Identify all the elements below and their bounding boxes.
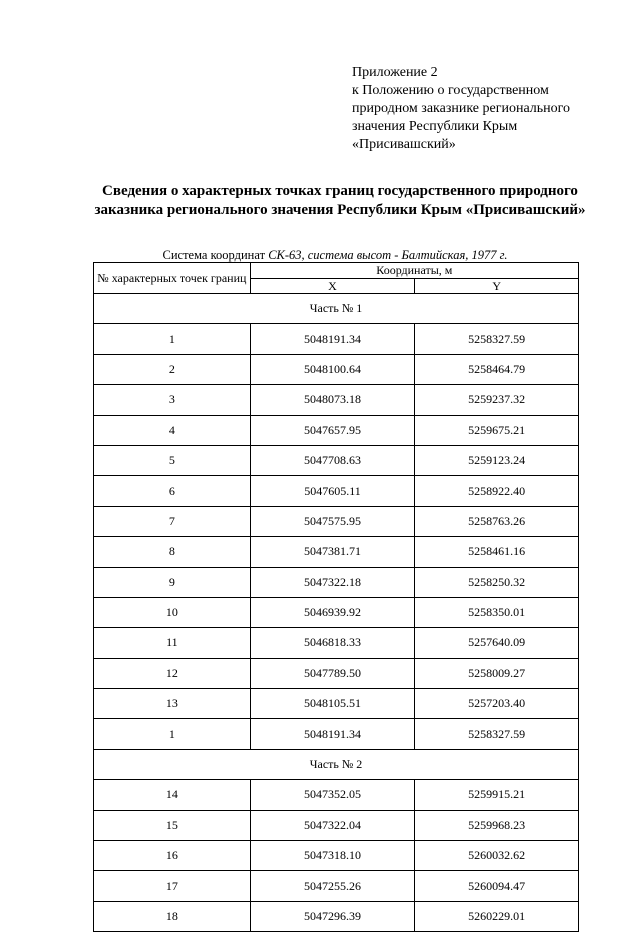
x-coordinate-cell: 5046818.33 xyxy=(250,628,415,658)
y-coordinate-cell: 5258327.59 xyxy=(415,324,579,354)
x-coordinate-cell: 5047381.71 xyxy=(250,537,415,567)
part-label: Часть № 2 xyxy=(94,749,579,779)
table-row xyxy=(94,537,579,567)
table-row xyxy=(94,567,579,597)
annex-block xyxy=(352,64,612,154)
part-row xyxy=(94,294,579,324)
point-number-cell: 4 xyxy=(94,415,251,445)
caption-system: СК-63, система высот - Балтийская, 1977 г. xyxy=(268,248,508,262)
x-coordinate-cell: 5047322.04 xyxy=(250,810,415,840)
point-number-cell: 8 xyxy=(94,537,251,567)
document-title xyxy=(60,182,620,220)
y-coordinate-cell: 5260032.62 xyxy=(415,841,579,871)
x-coordinate-cell: 5047296.39 xyxy=(250,901,415,931)
x-coordinate-cell: 5048073.18 xyxy=(250,385,415,415)
x-coordinate-cell: 5047605.11 xyxy=(250,476,415,506)
annex-line: «Присивашский» xyxy=(352,137,456,152)
point-number-cell: 15 xyxy=(94,810,251,840)
point-number-cell: 14 xyxy=(94,780,251,810)
table-row xyxy=(94,445,579,475)
table-row xyxy=(94,476,579,506)
part-row xyxy=(94,749,579,779)
y-coordinate-cell: 5258922.40 xyxy=(415,476,579,506)
point-number-cell: 11 xyxy=(94,628,251,658)
y-coordinate-cell: 5258464.79 xyxy=(415,354,579,384)
y-coordinate-cell: 5258763.26 xyxy=(415,506,579,536)
header-x: X xyxy=(250,279,415,294)
x-coordinate-cell: 5046939.92 xyxy=(250,597,415,627)
table-row xyxy=(94,415,579,445)
x-coordinate-cell: 5048191.34 xyxy=(250,324,415,354)
y-coordinate-cell: 5258350.01 xyxy=(415,597,579,627)
point-number-cell: 1 xyxy=(94,324,251,354)
table-row xyxy=(94,901,579,931)
header-y: Y xyxy=(415,279,579,294)
table-row xyxy=(94,628,579,658)
title-line-2: заказника регионального значения Республики Крым «Присивашский» xyxy=(94,202,586,218)
point-number-cell: 3 xyxy=(94,385,251,415)
x-coordinate-cell: 5048191.34 xyxy=(250,719,415,749)
x-coordinate-cell: 5047657.95 xyxy=(250,415,415,445)
y-coordinate-cell: 5259123.24 xyxy=(415,445,579,475)
header-coordinates: Координаты, м xyxy=(250,263,578,279)
y-coordinate-cell: 5259675.21 xyxy=(415,415,579,445)
x-coordinate-cell: 5047255.26 xyxy=(250,871,415,901)
table-row xyxy=(94,810,579,840)
table-row xyxy=(94,689,579,719)
x-coordinate-cell: 5047318.10 xyxy=(250,841,415,871)
y-coordinate-cell: 5257203.40 xyxy=(415,689,579,719)
header-points: № характерных точек границ xyxy=(94,263,251,294)
table-row xyxy=(94,597,579,627)
point-number-cell: 1 xyxy=(94,719,251,749)
table-row xyxy=(94,324,579,354)
point-number-cell: 12 xyxy=(94,658,251,688)
table-row xyxy=(94,385,579,415)
point-number-cell: 10 xyxy=(94,597,251,627)
table-row xyxy=(94,780,579,810)
point-number-cell: 9 xyxy=(94,567,251,597)
point-number-cell: 13 xyxy=(94,689,251,719)
point-number-cell: 16 xyxy=(94,841,251,871)
x-coordinate-cell: 5047352.05 xyxy=(250,780,415,810)
point-number-cell: 6 xyxy=(94,476,251,506)
table-row xyxy=(94,658,579,688)
point-number-cell: 17 xyxy=(94,871,251,901)
point-number-cell: 18 xyxy=(94,901,251,931)
table-row xyxy=(94,719,579,749)
y-coordinate-cell: 5258327.59 xyxy=(415,719,579,749)
annex-line: природном заказнике регионального xyxy=(352,101,571,116)
y-coordinate-cell: 5258250.32 xyxy=(415,567,579,597)
y-coordinate-cell: 5260094.47 xyxy=(415,871,579,901)
caption-prefix: Система координат xyxy=(162,248,269,262)
coordinates-table xyxy=(93,262,579,932)
y-coordinate-cell: 5258009.27 xyxy=(415,658,579,688)
x-coordinate-cell: 5047575.95 xyxy=(250,506,415,536)
x-coordinate-cell: 5048105.51 xyxy=(250,689,415,719)
annex-line: Приложение 2 xyxy=(352,65,438,80)
y-coordinate-cell: 5259968.23 xyxy=(415,810,579,840)
y-coordinate-cell: 5259237.32 xyxy=(415,385,579,415)
table-row xyxy=(94,506,579,536)
point-number-cell: 7 xyxy=(94,506,251,536)
title-line-1: Сведения о характерных точках границ государственного природного xyxy=(102,183,578,199)
y-coordinate-cell: 5258461.16 xyxy=(415,537,579,567)
annex-line: значения Республики Крым xyxy=(352,119,518,134)
y-coordinate-cell: 5260229.01 xyxy=(415,901,579,931)
y-coordinate-cell: 5257640.09 xyxy=(415,628,579,658)
x-coordinate-cell: 5047322.18 xyxy=(250,567,415,597)
part-label: Часть № 1 xyxy=(94,294,579,324)
x-coordinate-cell: 5048100.64 xyxy=(250,354,415,384)
x-coordinate-cell: 5047708.63 xyxy=(250,445,415,475)
table-body xyxy=(94,294,579,932)
table-row xyxy=(94,871,579,901)
table-row xyxy=(94,841,579,871)
x-coordinate-cell: 5047789.50 xyxy=(250,658,415,688)
table-row xyxy=(94,354,579,384)
table-caption xyxy=(90,248,580,262)
annex-line: к Положению о государственном xyxy=(352,83,549,98)
y-coordinate-cell: 5259915.21 xyxy=(415,780,579,810)
point-number-cell: 2 xyxy=(94,354,251,384)
point-number-cell: 5 xyxy=(94,445,251,475)
